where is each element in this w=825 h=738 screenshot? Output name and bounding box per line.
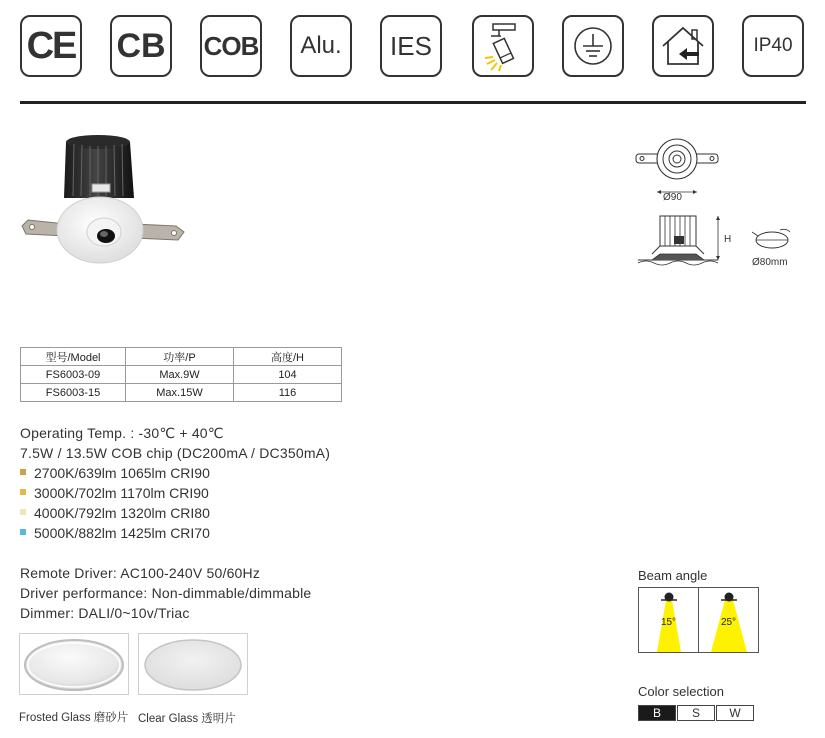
header-height: 高度/H xyxy=(234,348,342,366)
color-swatch-5000k xyxy=(20,529,26,535)
color-option-silver[interactable]: S xyxy=(677,705,715,721)
color-selection-title: Color selection xyxy=(638,684,724,699)
cutout-drawing xyxy=(750,222,794,254)
color-swatch-3000k xyxy=(20,489,26,495)
color-option-black[interactable]: B xyxy=(638,705,676,721)
ies-badge xyxy=(380,15,442,77)
color-temp-label: 3000K/702lm 1170lm CRI90 xyxy=(34,485,209,501)
color-temp-item xyxy=(20,485,209,501)
beam-25-label: 25° xyxy=(720,617,737,628)
aluminum-badge-text: Alu. xyxy=(300,32,342,59)
beam-25-cell xyxy=(699,588,758,652)
beam-15-cell xyxy=(639,588,699,652)
clear-glass-image xyxy=(138,633,248,695)
product-photo xyxy=(18,128,190,268)
color-temp-item xyxy=(20,525,210,541)
color-selection-options xyxy=(638,705,755,721)
ies-badge-text: IES xyxy=(390,30,432,61)
color-swatch-2700k xyxy=(20,469,26,475)
aluminum-badge xyxy=(290,15,352,77)
cell-height: 104 xyxy=(234,366,342,384)
cutout-label: Ø80mm xyxy=(752,257,788,268)
spec-table xyxy=(20,347,342,402)
color-option-white[interactable]: W xyxy=(716,705,754,721)
top-view-drawing xyxy=(632,138,722,198)
color-temp-label: 2700K/639lm 1065lm CRI90 xyxy=(34,465,210,481)
frosted-glass-image xyxy=(19,633,129,695)
cob-badge-text: COB xyxy=(203,30,259,61)
remote-driver: Remote Driver: AC100-240V 50/60Hz xyxy=(20,565,261,581)
cell-model: FS6003-15 xyxy=(21,384,126,402)
cell-model: FS6003-09 xyxy=(21,366,126,384)
dimmer-spec: Dimmer: DALI/0~10v/Triac xyxy=(20,605,190,621)
cob-badge xyxy=(200,15,262,77)
header-divider xyxy=(20,101,806,104)
spec-table-header xyxy=(21,348,342,366)
beam-15-label: 15° xyxy=(660,617,677,628)
chip-spec: 7.5W / 13.5W COB chip (DC200mA / DC350mA) xyxy=(20,445,331,461)
table-row xyxy=(21,384,342,402)
clear-glass-label: Clear Glass 透明片 xyxy=(138,713,236,725)
ce-badge xyxy=(20,15,82,77)
color-temp-item xyxy=(20,465,210,481)
indoor-use-icon xyxy=(652,15,714,77)
cell-power: Max.9W xyxy=(126,366,234,384)
cell-power: Max.15W xyxy=(126,384,234,402)
color-swatch-4000k xyxy=(20,509,26,515)
driver-performance: Driver performance: Non-dimmable/dimmable xyxy=(20,585,312,601)
beam-angle-diagram xyxy=(638,587,759,653)
cb-badge xyxy=(110,15,172,77)
ip40-badge-text: IP40 xyxy=(753,35,793,56)
table-row xyxy=(21,366,342,384)
ce-badge-text: CE xyxy=(26,24,76,67)
cb-badge-text: CB xyxy=(116,26,166,65)
cell-height: 116 xyxy=(234,384,342,402)
color-temp-label: 4000K/792lm 1320lm CRI80 xyxy=(34,505,210,521)
diameter-label: Ø90 xyxy=(663,192,682,203)
ground-protection-icon xyxy=(562,15,624,77)
beam-angle-title: Beam angle xyxy=(638,568,708,583)
operating-temp: Operating Temp. : -30℃ + 40℃ xyxy=(20,425,224,441)
frosted-glass-label: Frosted Glass 磨砂片 xyxy=(19,712,129,724)
header-power: 功率/P xyxy=(126,348,234,366)
ip40-badge xyxy=(742,15,804,77)
header-model: 型号/Model xyxy=(21,348,126,366)
color-temp-label: 5000K/882lm 1425lm CRI70 xyxy=(34,525,210,541)
adjustable-track-icon xyxy=(472,15,534,77)
height-dimension-label: H xyxy=(724,234,732,245)
color-temp-item xyxy=(20,505,210,521)
